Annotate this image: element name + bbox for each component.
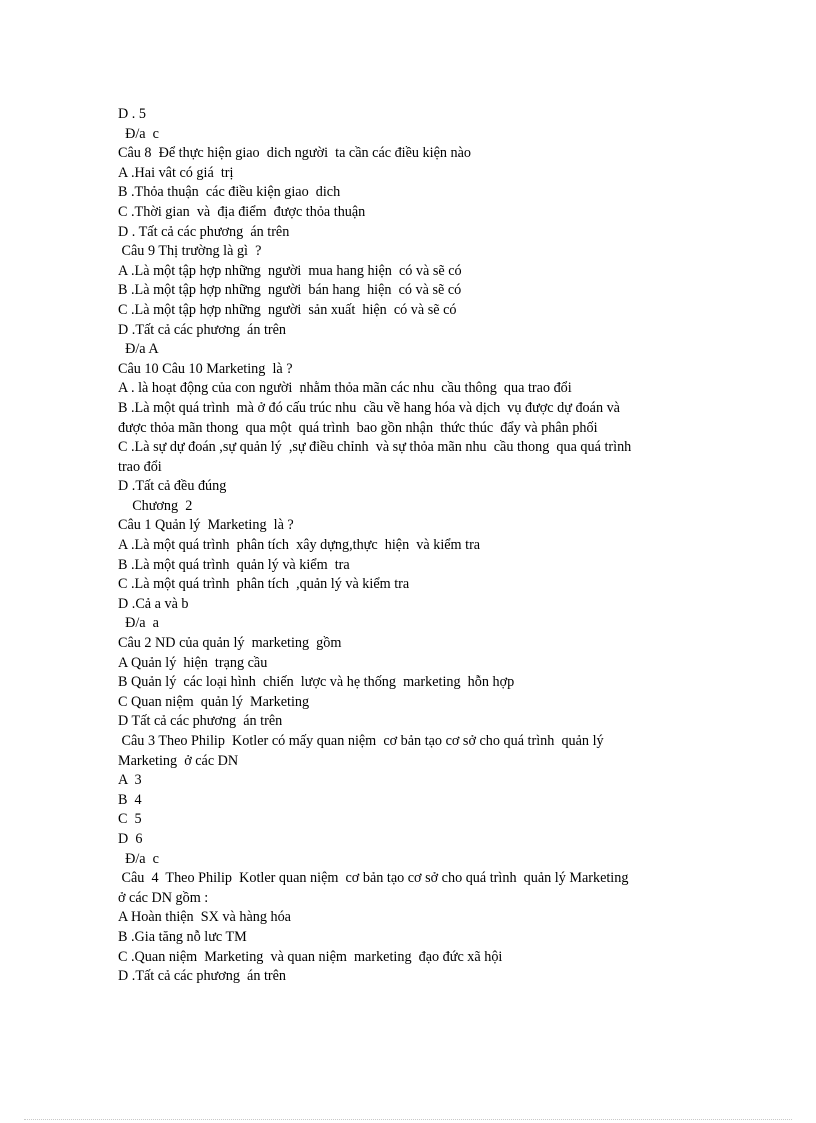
option-line-continued: được thỏa mãn thong qua một quá trình bao gồn nhận thức thúc đẩy và phân phối — [118, 419, 598, 436]
text-line: D . 5 — [118, 106, 146, 122]
option-line: B Quản lý các loại hình chiến lược và hẹ thống marketing hỗn hợp — [118, 674, 515, 691]
option-line: C .Thời gian và địa điểm được thỏa thuận — [118, 203, 366, 220]
option-line: C 5 — [118, 811, 142, 828]
option-line: A Hoàn thiện SX và hàng hóa — [118, 909, 291, 926]
option-line: D Tất cả các phương án trên — [118, 713, 283, 730]
option-line: B 4 — [118, 791, 142, 808]
option-line: A .Là một tập hợp những người mua hang hiện có và sẽ có — [118, 262, 462, 279]
option-line: C .Là một tập hợp những người sản xuất hiện có và sẽ có — [118, 301, 457, 318]
answer-line: Đ/a c — [118, 850, 159, 867]
option-line: B .Là một quá trình mà ở đó cấu trúc nhu cầu về hang hóa và dịch vụ được dự đoán và — [118, 399, 620, 416]
question-line-continued: Marketing ở các DN — [118, 752, 239, 769]
option-line: D .Tất cả đều đúng — [118, 478, 227, 495]
option-line: B .Thỏa thuận các điều kiện giao dich — [118, 184, 341, 201]
option-line: D . Tất cả các phương án trên — [118, 223, 290, 240]
option-line: D .Tất cả các phương án trên — [118, 968, 287, 985]
answer-line: Đ/a a — [118, 615, 159, 632]
option-line: C Quan niệm quản lý Marketing — [118, 693, 310, 710]
option-line: A . là hoạt động của con người nhằm thỏa mãn các nhu cầu thông qua trao đổi — [118, 380, 572, 397]
option-line: A .Hai vât có giá trị — [118, 164, 234, 181]
question-line: Câu 8 Để thực hiện giao dich người ta cần các điều kiện nào — [118, 145, 472, 162]
option-line: D .Cả a và b — [118, 595, 189, 612]
option-line: C .Là sự dự đoán ,sự quản lý ,sự điều chỉnh và sự thỏa mãn nhu cầu thong qua quá trình — [118, 439, 632, 456]
answer-line: Đ/a c — [118, 125, 159, 142]
chapter-heading: Chương 2 — [118, 497, 193, 514]
option-line: C .Quan niệm Marketing và quan niệm marketing đạo đức xã hội — [118, 948, 503, 965]
option-line: D 6 — [118, 830, 143, 847]
option-line-continued: trao đổi — [118, 458, 162, 475]
page-bottom-divider — [24, 1119, 792, 1120]
option-line: A .Là một quá trình phân tích xây dựng,thực hiện và kiểm tra — [118, 537, 481, 554]
option-line: B .Gia tăng nỗ lưc TM — [118, 928, 247, 945]
question-line: Câu 1 Quản lý Marketing là ? — [118, 517, 294, 534]
option-line: A 3 — [118, 772, 142, 789]
option-line: D .Tất cả các phương án trên — [118, 321, 287, 338]
answer-line: Đ/a A — [118, 341, 159, 358]
question-line: Câu 10 Câu 10 Marketing là ? — [118, 360, 293, 377]
document-body — [118, 105, 698, 987]
option-line: B .Là một tập hợp những người bán hang hiện có và sẽ có — [118, 282, 462, 299]
option-line: A Quản lý hiện trạng cầu — [118, 654, 268, 671]
question-line: Câu 3 Theo Philip Kotler có mấy quan niệm cơ bản tạo cơ sở cho quá trình quản lý — [118, 733, 604, 749]
question-line-continued: ở các DN gồm : — [118, 889, 209, 906]
question-line: Câu 9 Thị trường là gì ? — [118, 243, 262, 260]
question-line: Câu 2 ND của quản lý marketing gồm — [118, 635, 342, 652]
question-line: Câu 4 Theo Philip Kotler quan niệm cơ bản tạo cơ sở cho quá trình quản lý Marketing — [118, 870, 629, 887]
option-line: B .Là một quá trình quản lý và kiểm tra — [118, 556, 350, 573]
option-line: C .Là một quá trình phân tích ,quản lý và kiểm tra — [118, 576, 410, 593]
